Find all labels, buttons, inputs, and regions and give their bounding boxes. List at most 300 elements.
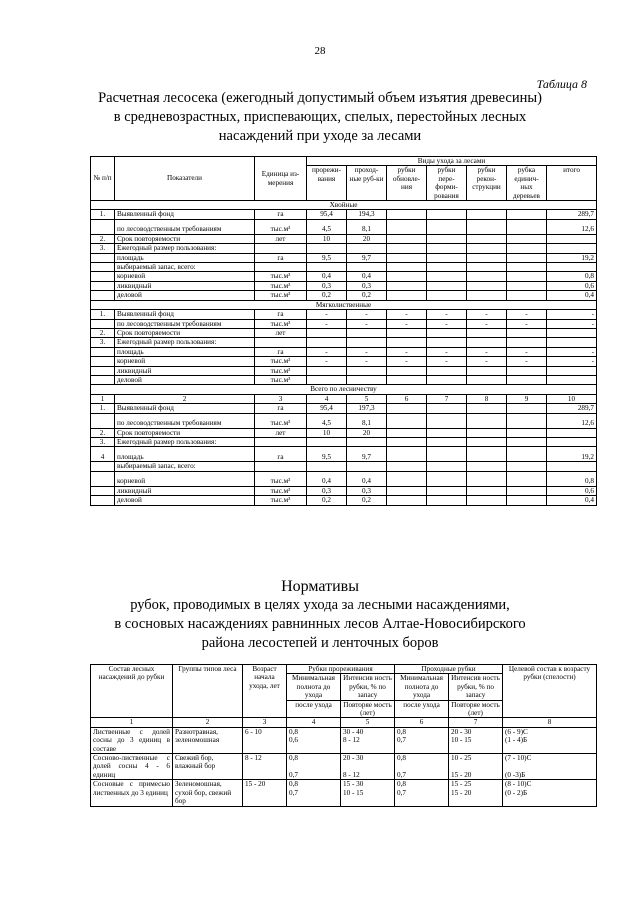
table-cell: Выявленный фонд	[115, 404, 255, 413]
table-cell	[467, 366, 507, 375]
column-number: 7	[449, 718, 503, 727]
column-number: 6	[387, 394, 427, 403]
table-cell: 12,6	[547, 413, 597, 428]
table-cell	[387, 281, 427, 290]
t2-header-after: после ухода	[287, 700, 341, 718]
table-cell	[347, 244, 387, 253]
table-row	[91, 219, 597, 234]
table-cell: 0,8 0,6	[287, 727, 341, 753]
table-cell: деловой	[115, 291, 255, 300]
table-cell	[547, 328, 597, 337]
table-cell: Срок повторяемости	[115, 428, 255, 437]
table-cell	[91, 219, 115, 234]
t2-header-repeat: Повторяе мость (лет)	[341, 700, 395, 718]
table-cell: 3.	[91, 437, 115, 446]
table-cell	[507, 253, 547, 262]
table-cell	[387, 437, 427, 446]
col-header-num: № п/п	[91, 157, 115, 201]
table-cell: 0,3	[307, 486, 347, 495]
table-cell	[467, 263, 507, 272]
table-cell: 20 - 30 8 - 12	[341, 754, 395, 780]
table-cell: Выявленный фонд	[115, 310, 255, 319]
column-number: 8	[467, 394, 507, 403]
table-cell: -	[387, 347, 427, 356]
table-cell	[507, 210, 547, 219]
table-cell	[507, 496, 547, 505]
table-cell	[255, 338, 307, 347]
table-cell: тыс.м³	[255, 496, 307, 505]
table-cell: -	[507, 319, 547, 328]
table-cell: 1.	[91, 210, 115, 219]
table-cell: Свежий бор, влажный бор	[173, 754, 243, 780]
table-row	[91, 447, 597, 462]
table-cell: -	[347, 319, 387, 328]
table-cell: -	[347, 347, 387, 356]
t2-header-age: Возраст начала ухода, лет	[243, 665, 287, 718]
table-cell	[387, 263, 427, 272]
table-cell: 10 - 25 15 - 20	[449, 754, 503, 780]
table-cell: 6 - 10	[243, 727, 287, 753]
table-cell	[547, 234, 597, 243]
title2-line: района лесостепей и ленточных боров	[201, 635, 439, 651]
table-row	[91, 263, 597, 272]
table-row	[91, 244, 597, 253]
table1-title	[60, 89, 580, 146]
table-cell: Сосновые с примесью лиственных до 3 единиц	[91, 780, 173, 806]
table-cell	[547, 244, 597, 253]
table-cell	[427, 413, 467, 428]
table-cell: -	[427, 347, 467, 356]
table-cell: 0,4	[307, 471, 347, 486]
table-cell	[467, 413, 507, 428]
table-cell	[427, 471, 467, 486]
table-row	[91, 754, 597, 780]
table-cell: (6 - 9)С (1 - 4)Б	[503, 727, 597, 753]
table-cell	[427, 375, 467, 384]
table-cell: тыс.м³	[255, 272, 307, 281]
table-cell: Ежегодный размер пользования:	[115, 244, 255, 253]
table-cell	[507, 462, 547, 471]
table-cell	[387, 486, 427, 495]
column-number: 3	[243, 718, 287, 727]
table-cell: тыс.м³	[255, 219, 307, 234]
table-cell	[467, 496, 507, 505]
table-cell	[547, 437, 597, 446]
col-header-indicator: Показатели	[115, 157, 255, 201]
table-cell: тыс.м³	[255, 471, 307, 486]
table-cell	[507, 404, 547, 413]
column-number: 8	[503, 718, 597, 727]
table-cell: 0,8 0,7	[395, 754, 449, 780]
table-cell: корневой	[115, 471, 255, 486]
column-number: 4	[287, 718, 341, 727]
table-cell: 8,1	[347, 219, 387, 234]
table-cell	[507, 338, 547, 347]
column-number: 2	[173, 718, 243, 727]
table-cell	[307, 244, 347, 253]
table-cell	[427, 263, 467, 272]
table-cell: деловой	[115, 496, 255, 505]
t2-header-composition: Состав лесных насаждений до рубки	[91, 665, 173, 718]
table-cell: га	[255, 347, 307, 356]
table-cell: -	[427, 310, 467, 319]
col-header-care-type: итого	[547, 166, 597, 201]
table-cell	[387, 291, 427, 300]
table-cell: 0,3	[307, 281, 347, 290]
table-row	[91, 471, 597, 486]
title2-line: в сосновых насаждениях равнинных лесов Алтае-Новосибирского	[114, 616, 526, 632]
table-cell: 4,5	[307, 219, 347, 234]
table-cell	[387, 428, 427, 437]
table-cell: 1.	[91, 404, 115, 413]
table-cell	[427, 366, 467, 375]
table-cell: 0,8	[547, 272, 597, 281]
table-row	[91, 281, 597, 290]
table-cell: 0,2	[347, 496, 387, 505]
section-title: Мягколиственные	[91, 300, 597, 309]
table-row	[91, 437, 597, 446]
table2-title	[60, 577, 580, 653]
table-row	[91, 234, 597, 243]
table-cell	[91, 319, 115, 328]
col-header-care-type: рубка единич-ных деревьев	[507, 166, 547, 201]
table-row	[91, 375, 597, 384]
section-row	[91, 300, 597, 309]
table-cell	[547, 366, 597, 375]
table-cell	[387, 234, 427, 243]
table-cell: 194,3	[347, 210, 387, 219]
table-cell	[427, 404, 467, 413]
table-cell	[387, 328, 427, 337]
table-cell: площадь	[115, 253, 255, 262]
table-cell	[547, 462, 597, 471]
table-cell: 0,3	[347, 281, 387, 290]
column-number: 4	[307, 394, 347, 403]
table-cell	[91, 462, 115, 471]
table-cell	[91, 291, 115, 300]
table-cell	[307, 366, 347, 375]
table-cell	[347, 366, 387, 375]
table-cell	[507, 244, 547, 253]
table-cell: -	[387, 310, 427, 319]
table-cell: 289,7	[547, 210, 597, 219]
table-cell: лет	[255, 328, 307, 337]
table-cell	[387, 462, 427, 471]
table-cell	[307, 462, 347, 471]
thinning-norms-table	[90, 664, 597, 807]
table-cell: Зеленомошная, сухой бор, свежий бор	[173, 780, 243, 806]
column-numbers-row	[91, 394, 597, 403]
table-cell: по лесоводственным требованиям	[115, 219, 255, 234]
table-cell: 20	[347, 234, 387, 243]
table-row	[91, 404, 597, 413]
table-cell	[467, 428, 507, 437]
table-cell: 0,2	[307, 291, 347, 300]
table-cell: 9,5	[307, 253, 347, 262]
table-cell	[507, 366, 547, 375]
table-cell: -	[467, 319, 507, 328]
table-cell: 197,3	[347, 404, 387, 413]
table-cell: 9,7	[347, 447, 387, 462]
table-cell	[467, 244, 507, 253]
forest-harvest-table	[90, 156, 597, 506]
table-cell: -	[347, 357, 387, 366]
table-cell	[427, 219, 467, 234]
column-number: 3	[255, 394, 307, 403]
table-cell	[307, 338, 347, 347]
table-row	[91, 347, 597, 356]
table-cell	[507, 291, 547, 300]
table-cell: ликвидный	[115, 281, 255, 290]
table-cell	[91, 413, 115, 428]
table-cell: корневой	[115, 272, 255, 281]
table-cell: 289,7	[547, 404, 597, 413]
table-cell	[91, 496, 115, 505]
table-cell: по лесоводственным требованиям	[115, 413, 255, 428]
table-cell	[507, 219, 547, 234]
table-cell	[547, 428, 597, 437]
table-row	[91, 496, 597, 505]
table-cell: 1.	[91, 310, 115, 319]
table-cell	[387, 253, 427, 262]
table-cell	[387, 496, 427, 505]
table-row	[91, 428, 597, 437]
table-cell: 95,4	[307, 404, 347, 413]
col-header-care-type: рубки пере-форми-рования	[427, 166, 467, 201]
table-cell	[467, 210, 507, 219]
title1-line: Расчетная лесосека (ежегодный допустимый объем изъятия древесины)	[98, 90, 542, 106]
col-header-unit: Единица из-мерения	[255, 157, 307, 201]
table-cell: 10	[307, 234, 347, 243]
table-cell	[387, 272, 427, 281]
table-cell	[507, 281, 547, 290]
table-cell: 95,4	[307, 210, 347, 219]
table-cell: -	[467, 310, 507, 319]
table-cell: га	[255, 404, 307, 413]
table-cell: тыс.м³	[255, 281, 307, 290]
table-cell: 15 - 20	[243, 780, 287, 806]
table-cell	[467, 272, 507, 281]
table-cell	[467, 291, 507, 300]
table-cell: тыс.м³	[255, 375, 307, 384]
table-cell: Ежегодный размер пользования:	[115, 437, 255, 446]
table-cell	[547, 375, 597, 384]
table-cell: площадь	[115, 347, 255, 356]
table-cell: 12,6	[547, 219, 597, 234]
table-cell: Срок повторяемости	[115, 328, 255, 337]
t2-header-intensity: Интенсив ность рубки, % по запасу	[449, 674, 503, 700]
table-cell: 4,5	[307, 413, 347, 428]
section-row	[91, 385, 597, 394]
title2-line: рубок, проводимых в целях ухода за лесными насаждениями,	[130, 597, 510, 613]
col-header-care-types: Виды ухода за лесами	[307, 157, 597, 166]
table-cell: 9,7	[347, 253, 387, 262]
table-label: Таблица 8	[536, 77, 587, 91]
title1-line: в средневозрастных, приспевающих, спелых, перестойных лесных	[113, 109, 527, 125]
table-cell: 9,5	[307, 447, 347, 462]
table-cell	[255, 437, 307, 446]
table-cell	[255, 462, 307, 471]
table-cell	[427, 253, 467, 262]
table-cell: 0,3	[347, 486, 387, 495]
table-cell	[467, 404, 507, 413]
table-cell: 8,1	[347, 413, 387, 428]
table-cell: 3.	[91, 244, 115, 253]
table-row	[91, 462, 597, 471]
column-number: 2	[115, 394, 255, 403]
table-row	[91, 486, 597, 495]
table-cell	[427, 447, 467, 462]
table-cell	[91, 263, 115, 272]
table-cell: 0,4	[347, 471, 387, 486]
table-cell: 8 - 12	[243, 754, 287, 780]
table-cell	[427, 437, 467, 446]
table-cell	[547, 263, 597, 272]
table-cell	[427, 244, 467, 253]
table-cell	[507, 471, 547, 486]
table-cell: 0,8 0,7	[287, 780, 341, 806]
table-cell	[507, 413, 547, 428]
table-cell	[467, 234, 507, 243]
table-cell: 0,8	[547, 471, 597, 486]
table-cell	[347, 338, 387, 347]
section-title: Всего по лесничеству	[91, 385, 597, 394]
table-cell: -	[307, 357, 347, 366]
table-cell: тыс.м³	[255, 319, 307, 328]
table-cell	[427, 328, 467, 337]
table-cell	[507, 428, 547, 437]
column-number: 6	[395, 718, 449, 727]
table-cell: 0,4	[307, 272, 347, 281]
table-cell	[347, 328, 387, 337]
table-cell	[467, 462, 507, 471]
table-cell: -	[547, 357, 597, 366]
column-number: 5	[341, 718, 395, 727]
table-cell: 0,8 0,7	[395, 727, 449, 753]
table-cell: ликвидный	[115, 366, 255, 375]
table-cell	[507, 447, 547, 462]
t2-header-repeat: Повторяе мость (лет)	[449, 700, 503, 718]
table-cell	[387, 447, 427, 462]
table-cell: га	[255, 253, 307, 262]
table-cell	[387, 375, 427, 384]
table-cell	[467, 486, 507, 495]
table-cell: 0,6	[547, 486, 597, 495]
t2-header-after: после ухода	[395, 700, 449, 718]
col-header-care-type: рубки рекон-струкции	[467, 166, 507, 201]
table-cell: -	[427, 319, 467, 328]
table-cell: тыс.м³	[255, 413, 307, 428]
table-row	[91, 328, 597, 337]
table-cell: 20 - 30 10 - 15	[449, 727, 503, 753]
table-cell: -	[467, 347, 507, 356]
table-cell	[387, 413, 427, 428]
table-cell: Срок повторяемости	[115, 234, 255, 243]
table-cell: выбираемый запас, всего:	[115, 263, 255, 272]
table-cell	[467, 447, 507, 462]
column-number: 10	[547, 394, 597, 403]
table-cell: 20	[347, 428, 387, 437]
table-cell	[347, 437, 387, 446]
table-row	[91, 338, 597, 347]
table-cell	[387, 244, 427, 253]
table-cell: -	[307, 319, 347, 328]
table-cell: площадь	[115, 447, 255, 462]
table-row	[91, 357, 597, 366]
table-cell: -	[507, 357, 547, 366]
section-title: Хвойные	[91, 201, 597, 210]
table-cell	[427, 291, 467, 300]
t2-header-min-density: Минимальная полнота до ухода	[395, 674, 449, 700]
table-cell: га	[255, 310, 307, 319]
table-cell	[427, 496, 467, 505]
col-header-care-type: проход-ные руб-ки	[347, 166, 387, 201]
table-cell	[91, 366, 115, 375]
table-cell: 19,2	[547, 253, 597, 262]
table-cell	[427, 281, 467, 290]
table-cell: 0,8 0,7	[395, 780, 449, 806]
table-row	[91, 319, 597, 328]
column-numbers-row	[91, 718, 597, 727]
table-cell	[467, 328, 507, 337]
table-cell	[255, 244, 307, 253]
table-cell: -	[467, 357, 507, 366]
table-cell	[547, 338, 597, 347]
t2-header-thinning: Рубки прореживания	[287, 665, 395, 674]
table-cell	[467, 338, 507, 347]
table-row	[91, 272, 597, 281]
table-cell: -	[427, 357, 467, 366]
table-cell: корневой	[115, 357, 255, 366]
table-cell	[91, 357, 115, 366]
table-cell: 15 - 30 10 - 15	[341, 780, 395, 806]
table-cell: деловой	[115, 375, 255, 384]
table-cell	[91, 253, 115, 262]
col-header-care-type: прорежи-вания	[307, 166, 347, 201]
t2-header-target: Целевой состав к возрасту рубки (спелости)	[503, 665, 597, 718]
table-cell	[387, 338, 427, 347]
table-row	[91, 210, 597, 219]
table-cell: тыс.м³	[255, 357, 307, 366]
table-cell: ликвидный	[115, 486, 255, 495]
table-cell	[347, 462, 387, 471]
title1-line: насаждений при уходе за лесами	[218, 128, 422, 144]
table-cell: Разнотравная, зеленомошная	[173, 727, 243, 753]
table-cell	[427, 428, 467, 437]
table-cell	[507, 263, 547, 272]
table-cell: Ежегодный размер пользования:	[115, 338, 255, 347]
col-header-care-type: рубки обновле-ния	[387, 166, 427, 201]
table-cell: -	[547, 347, 597, 356]
column-number: 1	[91, 718, 173, 727]
table-cell	[91, 347, 115, 356]
table-cell: тыс.м³	[255, 291, 307, 300]
table-cell: Сосново-лиственные с долей сосны 4 - 6 единиц	[91, 754, 173, 780]
section-row	[91, 201, 597, 210]
table-row	[91, 413, 597, 428]
column-number: 9	[507, 394, 547, 403]
table-cell: 19,2	[547, 447, 597, 462]
table-cell: 0,2	[347, 291, 387, 300]
table-cell	[307, 375, 347, 384]
table-cell: 2.	[91, 428, 115, 437]
table-cell: 15 - 25 15 - 20	[449, 780, 503, 806]
table-cell: -	[307, 310, 347, 319]
t2-header-min-density: Минимальная полнота до ухода	[287, 674, 341, 700]
table-cell	[507, 272, 547, 281]
table-cell: -	[507, 310, 547, 319]
table-cell	[387, 219, 427, 234]
